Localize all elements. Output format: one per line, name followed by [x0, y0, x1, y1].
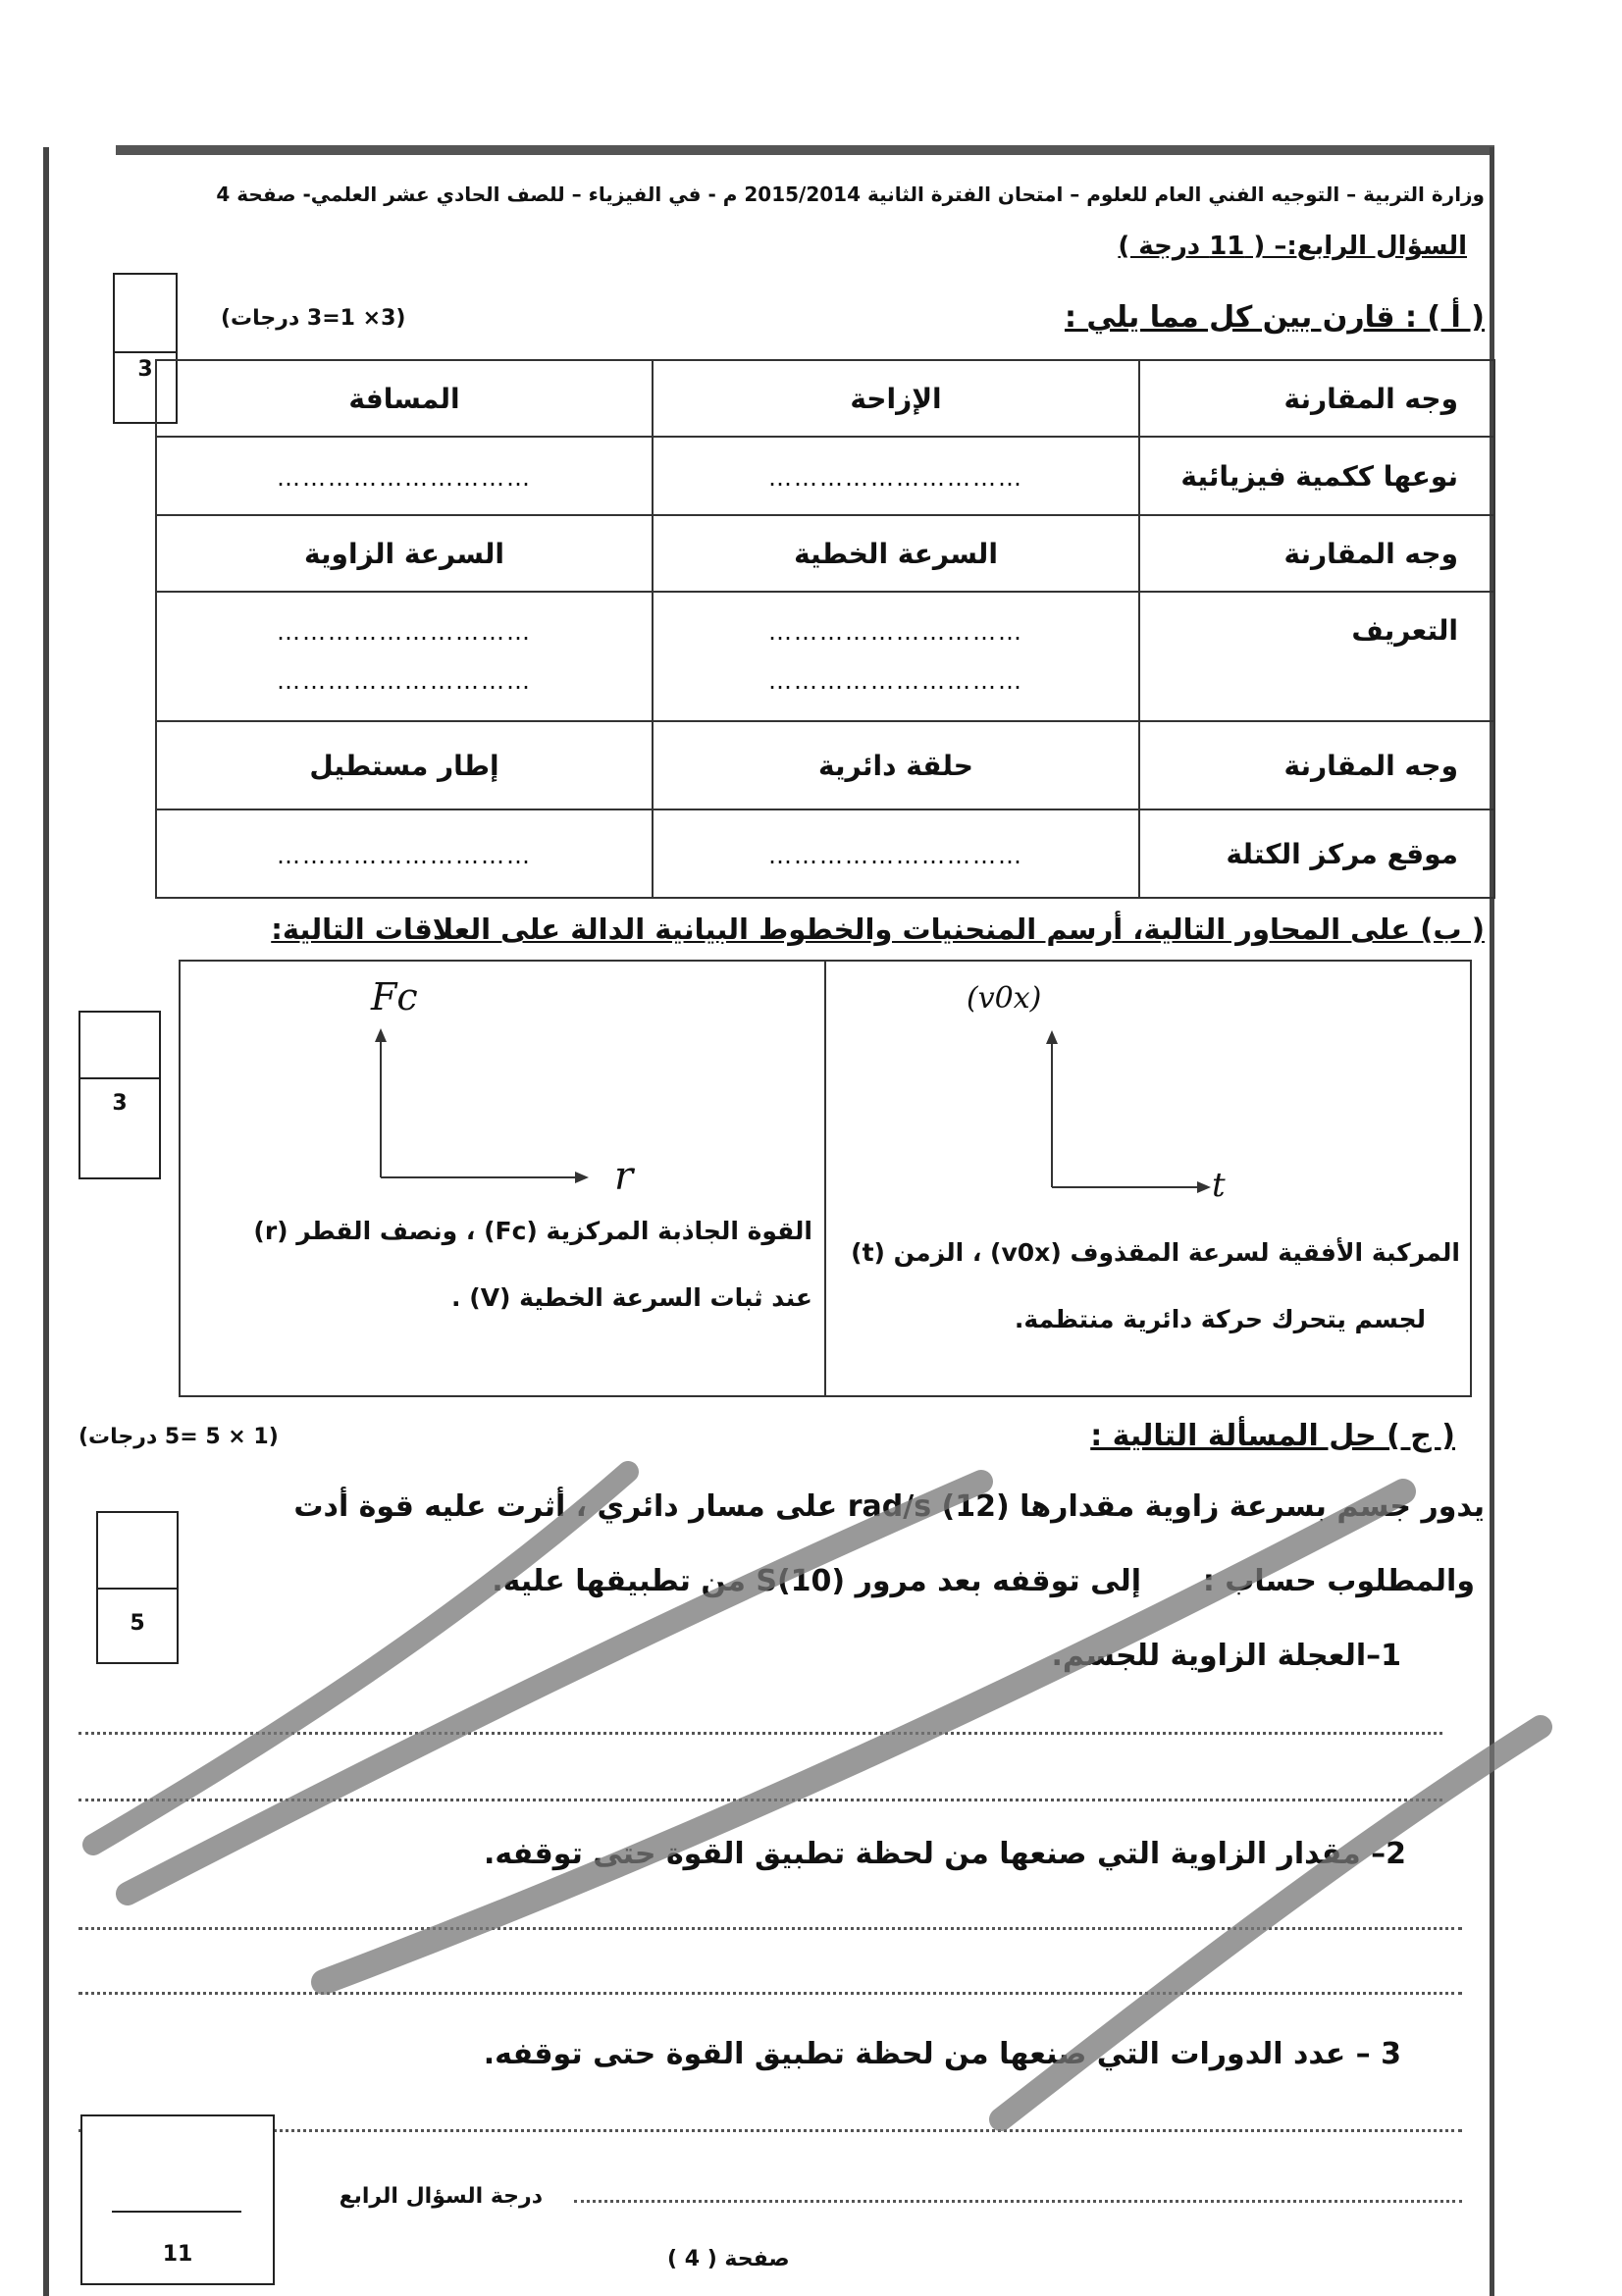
score-a: 3	[137, 357, 153, 382]
table-row-label: موقع مركز الكتلة	[1139, 809, 1494, 898]
table-header-cell: إطار مستطيل	[156, 721, 653, 809]
table-header-cell: وجه المقارنة	[1139, 515, 1494, 592]
total-score: 11	[162, 2242, 193, 2267]
table-header-cell: حلقة دائرية	[653, 721, 1139, 809]
table-row-label: نوعها ككمية فيزيائية	[1139, 437, 1494, 515]
answer-blank[interactable]: …………………………	[768, 667, 1023, 695]
problem-line-1: يدور جسم بسرعة زاوية مقدارها rad/s (12) على مسار دائري ، أثرت عليه قوة أدت	[293, 1489, 1485, 1524]
answer-blank[interactable]: …………………………	[768, 841, 1023, 869]
question-title: السؤال الرابع:– ( 11 درجة )	[1118, 232, 1467, 261]
table-header-cell: وجه المقارنة	[1139, 360, 1494, 437]
left-graph-caption-1: القوة الجاذبة المركزية (Fc) ، ونصف القطر (r)	[253, 1217, 812, 1245]
page-number: صفحة ( 4 )	[667, 2247, 790, 2271]
table-header-cell: الإزاحة	[653, 360, 1139, 437]
question-2: 2– مقدار الزاوية التي صنعها من لحظة تطبيق القوة حتى توقفه.	[483, 1837, 1406, 1871]
x-axis-label-t: t	[1212, 1166, 1226, 1205]
question-3: 3 – عدد الدورات التي صنعها من لحظة تطبيق القوة حتى توقفه.	[483, 2037, 1401, 2071]
answer-blank[interactable]: …………………………	[768, 618, 1023, 646]
answer-blank[interactable]: …………………………	[277, 618, 532, 646]
table-row-label: التعريف	[1139, 592, 1494, 721]
table-header-cell: وجه المقارنة	[1139, 721, 1494, 809]
table-header-cell: السرعة الخطية	[653, 515, 1139, 592]
problem-line-2: إلى توقفه بعد مرور S(10) من تطبيقها عليه.	[492, 1564, 1141, 1598]
part-a-title: ( أ ) : قارن بين كل مما يلي :	[1064, 300, 1485, 335]
question-1: 1–العجلة الزاوية للجسم.	[1051, 1639, 1401, 1673]
part-c-marks: (1 × 5 =5 درجات)	[78, 1425, 279, 1449]
answer-blank[interactable]: …………………………	[277, 463, 532, 492]
answer-blank[interactable]: …………………………	[277, 667, 532, 695]
score-c: 5	[130, 1611, 145, 1636]
score-b: 3	[112, 1091, 128, 1116]
y-axis-label-v0x: (v0x)	[967, 981, 1042, 1016]
part-a-marks: (3× 1=3 درجات)	[221, 306, 406, 331]
x-axis-label-r: r	[614, 1154, 634, 1199]
table-header-cell: المسافة	[156, 360, 653, 437]
part-b-title: ( ب) على المحاور التالية، أرسم المنحنيات والخطوط البيانية الدالة على العلاقات التالية:	[271, 913, 1485, 946]
footer-label: درجة السؤال الرابع	[339, 2184, 543, 2209]
answer-blank[interactable]: …………………………	[768, 463, 1023, 492]
left-graph-caption-2: عند ثبات السرعة الخطية (V) .	[451, 1283, 812, 1312]
y-axis-label-fc: Fc	[371, 975, 418, 1018]
exam-header: وزارة التربية – التوجيه الفني العام للعلوم – امتحان الفترة الثانية 2015/2014 م - في الفيزياء – للصف الحادي عشر العلمي- صفحة 4	[216, 183, 1485, 206]
right-graph-caption-1: المركبة الأفقية لسرعة المقذوف (v0x) ، الزمن (t)	[851, 1238, 1460, 1267]
answer-blank[interactable]: …………………………	[277, 841, 532, 869]
part-c-title: ( ج ) حل المسألة التالية :	[1090, 1419, 1455, 1453]
table-header-cell: السرعة الزاوية	[156, 515, 653, 592]
problem-required: والمطلوب حساب :	[1202, 1564, 1475, 1598]
total-score-box	[80, 2114, 275, 2285]
right-graph-caption-2: لجسم يتحرك حركة دائرية منتظمة.	[1014, 1305, 1426, 1333]
